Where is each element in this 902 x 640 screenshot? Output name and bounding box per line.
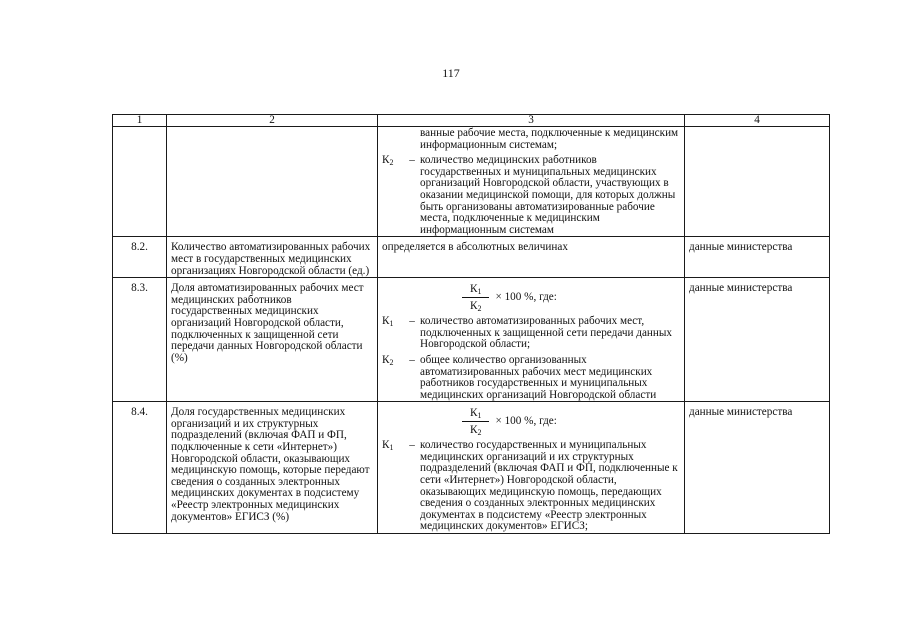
indicator-name: Доля государственных медицинских организаций и их структурных подразделений (включая ФАП и ФП, подключенные к сети «Интернет») Новгородской области, оказывающих медицинскую помощь, которые передают сведения о созданных электронных медицинских документах в подсистему «Реестр электронных медицинских документов» ЕГИСЗ (%)	[167, 402, 378, 534]
fraction	[462, 283, 489, 313]
dash: –	[409, 154, 415, 167]
cell-name	[167, 127, 378, 237]
table-row-8-3	[113, 278, 830, 402]
column-header-4: 4	[685, 115, 830, 127]
definition-text: общее количество организованных автоматизированных рабочих мест медицинских работников государственных и муниципальных медицинских организаций Новгородской области	[420, 353, 657, 401]
indicator-name: Доля автоматизированных рабочих мест медицинских работников государственных медицинских организаций Новгородской области, подключенных к защищенной сети передачи данных Новгородской области (%)	[167, 278, 378, 402]
row-number: 8.3.	[113, 278, 167, 402]
calculation-method: определяется в абсолютных величинах	[378, 237, 685, 278]
cell-method	[378, 127, 685, 237]
column-header-1: 1	[113, 115, 167, 127]
column-header-3: 3	[378, 115, 685, 127]
dash: –	[409, 353, 415, 366]
data-source: данные министерства	[685, 402, 830, 534]
dash: –	[409, 315, 415, 328]
numerator: К1	[462, 283, 489, 298]
formula-multiplier: × 100 %, где:	[495, 291, 557, 304]
definition-k1	[382, 316, 680, 351]
symbol-k2: К2	[382, 154, 394, 168]
definition-k2	[382, 155, 680, 236]
formula-multiplier: × 100 %, где:	[495, 415, 557, 428]
denominator: К2	[470, 300, 482, 314]
calculation-method	[378, 402, 685, 534]
row-number: 8.2.	[113, 237, 167, 278]
data-source: данные министерства	[685, 237, 830, 278]
indicator-name: Количество автоматизированных рабочих мест в государственных медицинских организациях Новгородской области (ед.)	[167, 237, 378, 278]
formula	[462, 283, 680, 313]
continuation-text: ванные рабочие места, подключенные к медицинским информационным системам;	[420, 127, 679, 151]
formula	[462, 407, 680, 437]
definition-text: количество автоматизированных рабочих мест, подключенных к защищенной сети передачи данных Новгородской области;	[420, 315, 672, 351]
numerator: К1	[462, 407, 489, 422]
fraction	[462, 407, 489, 437]
indicators-table	[112, 114, 830, 534]
symbol-k2: К2	[382, 353, 394, 367]
definition-k1	[382, 440, 680, 533]
data-source: данные министерства	[685, 278, 830, 402]
symbol-k1: К1	[382, 439, 394, 453]
calculation-method	[378, 278, 685, 402]
table-row-continuation	[113, 127, 830, 237]
cell-num	[113, 127, 167, 237]
column-header-2: 2	[167, 115, 378, 127]
dash: –	[409, 439, 415, 452]
table-header-row	[113, 115, 830, 127]
definition-k2	[382, 355, 680, 401]
symbol-k1: К1	[382, 315, 394, 329]
row-number: 8.4.	[113, 402, 167, 534]
table-row-8-2	[113, 237, 830, 278]
page-number: 117	[442, 66, 460, 80]
denominator: К2	[470, 424, 482, 438]
cell-source	[685, 127, 830, 237]
definition-text: количество государственных и муниципальных медицинских организаций и их структурных подразделений (включая ФАП и ФП, подключенные к сети «Интернет») Новгородской области, оказывающих медицинскую помощь, передающих сведения о созданных электронных медицинских документах в подсистему «Реестр электронных медицинских документов» ЕГИСЗ;	[420, 439, 678, 533]
table-row-8-4	[113, 402, 830, 534]
definition-text: количество медицинских работников государственных и муниципальных медицинских организаций Новгородской области, участвующих в оказании медицинской помощи, для которых должны быть организованы автоматизированные рабочие места, подключенные к медицинским информационным системам	[420, 154, 676, 236]
